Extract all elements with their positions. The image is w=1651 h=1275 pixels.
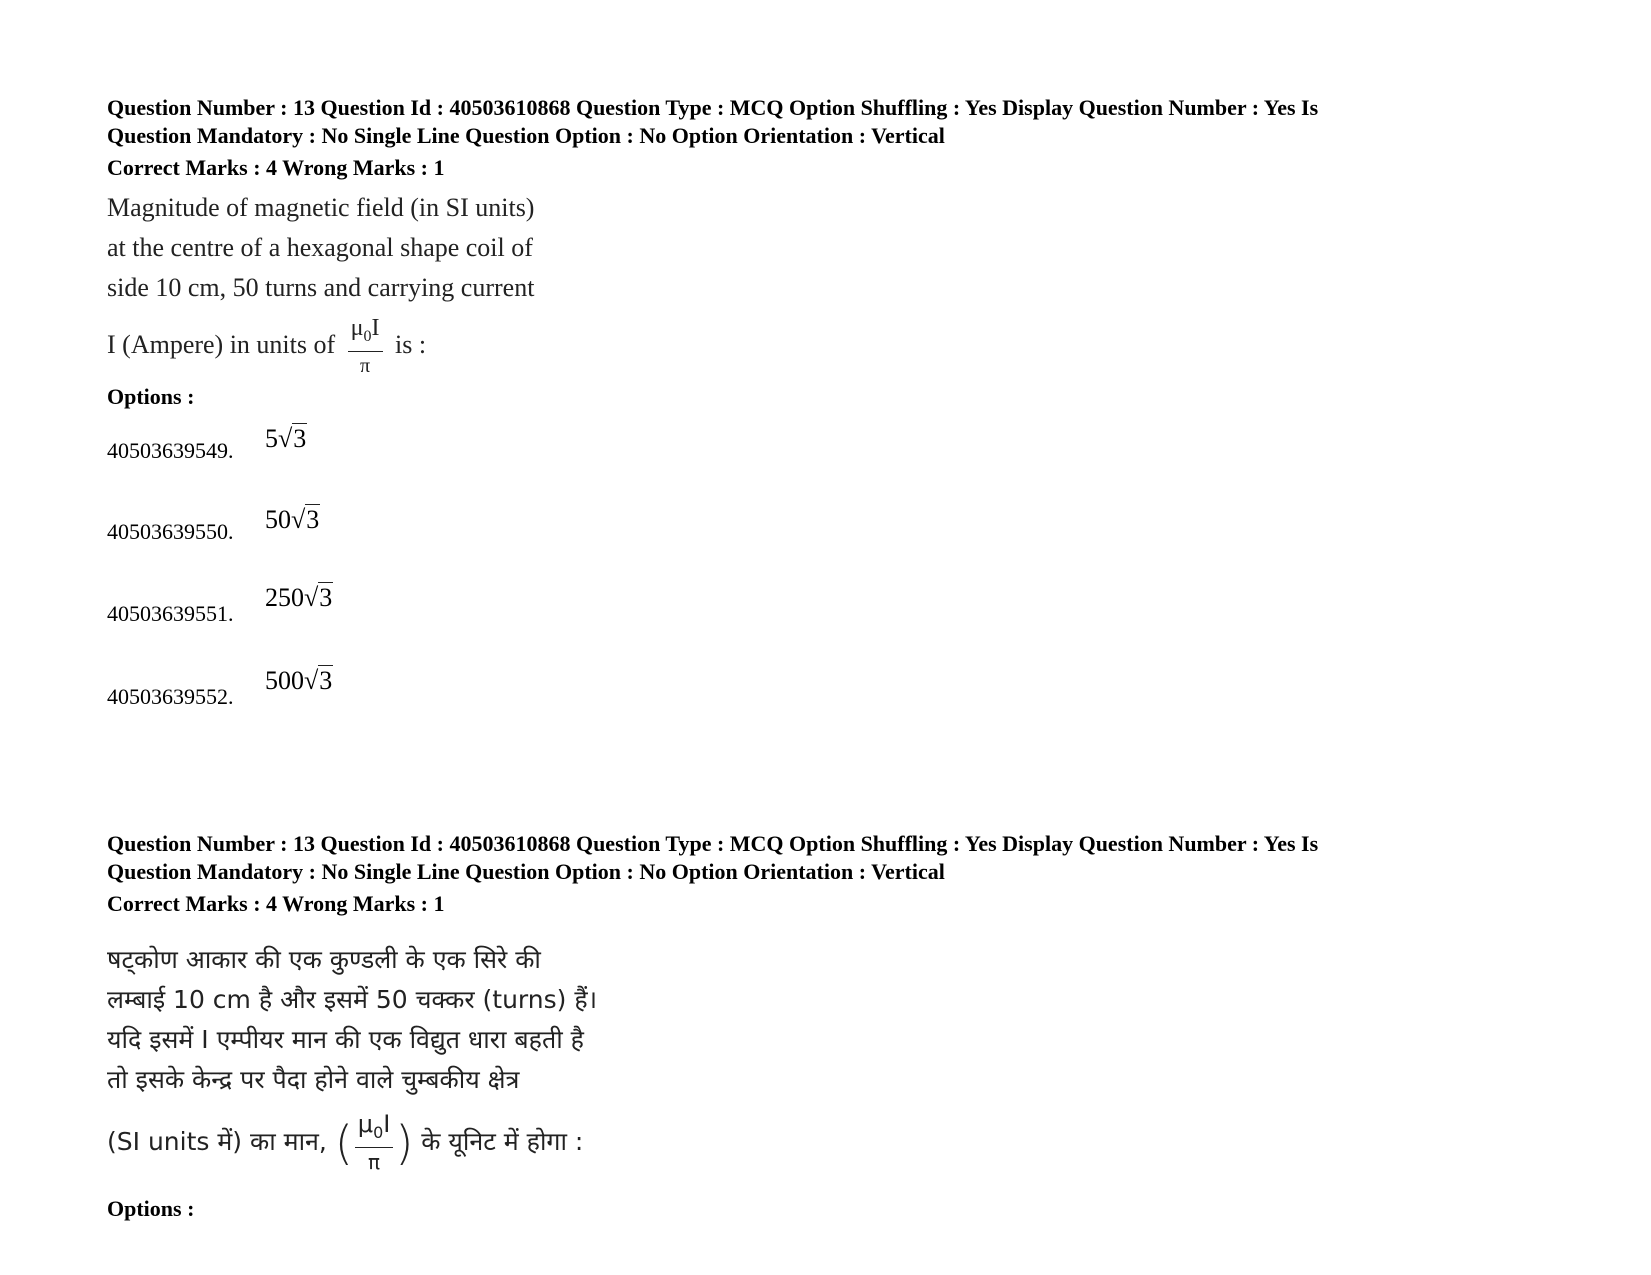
question-text-last-line: (SI units में) का मान, ( $\frac{\mu_0I}{\pi}$ ) के यूनिट में होगा : xyxy=(107,1110,584,1174)
option-id: 40503639549. xyxy=(107,438,234,463)
meta-line-1: Question Number : 13 Question Id : 40503610868 Question Type : MCQ Option Shuffling : Yes Display Question Number : Yes Is xyxy=(107,95,1319,120)
option-row[interactable] xyxy=(107,666,333,710)
question-2-text xyxy=(107,940,597,1174)
option-id: 40503639552. xyxy=(107,684,234,709)
option-value: 50√3 xyxy=(265,505,320,534)
option-id: 40503639550. xyxy=(107,519,234,544)
options-label: Options : xyxy=(107,1196,195,1221)
meta-line-1: Question Number : 13 Question Id : 40503610868 Question Type : MCQ Option Shuffling : Yes Display Question Number : Yes Is xyxy=(107,831,1319,856)
question-2-metadata xyxy=(107,830,1527,886)
option-value: 5√3 xyxy=(265,424,307,453)
option-row[interactable] xyxy=(107,424,307,464)
question-1-metadata xyxy=(107,94,1527,150)
option-id: 40503639551. xyxy=(107,601,234,626)
option-value: 250√3 xyxy=(265,583,333,612)
meta-line-2: Question Mandatory : No Single Line Question Option : No Option Orientation : Vertical xyxy=(107,859,945,884)
question-text-line: at the centre of a hexagonal shape coil of xyxy=(107,233,533,262)
question-text-line: षट्कोण आकार की एक कुण्डली के एक सिरे की xyxy=(107,945,541,974)
option-row[interactable] xyxy=(107,505,320,545)
question-1-text xyxy=(107,188,534,378)
question-text-line: तो इसके केन्द्र पर पैदा होने वाले चुम्बकीय क्षेत्र xyxy=(107,1065,520,1094)
question-text-line: side 10 cm, 50 turns and carrying current xyxy=(107,273,535,302)
mu0-i-over-pi-fraction: $\frac{\mu_0I}{\pi}$ xyxy=(348,316,383,378)
marks-info: Correct Marks : 4 Wrong Marks : 1 xyxy=(107,891,445,916)
marks-info: Correct Marks : 4 Wrong Marks : 1 xyxy=(107,155,445,180)
question-text-line: यदि इसमें I एम्पीयर मान की एक विद्युत धारा बहती है xyxy=(107,1025,584,1054)
option-row[interactable] xyxy=(107,583,333,627)
question-text-line: लम्बाई 10 cm है और इसमें 50 चक्कर (turns) हैं। xyxy=(107,985,598,1014)
option-value: 500√3 xyxy=(265,666,333,695)
meta-line-2: Question Mandatory : No Single Line Question Option : No Option Orientation : Vertical xyxy=(107,123,945,148)
question-text-line: Magnitude of magnetic field (in SI units) xyxy=(107,193,535,222)
question-text-last-line: I (Ampere) in units of $\frac{\mu_0I}{\pi}$ is : xyxy=(107,315,427,377)
mu0-i-over-pi-fraction: $\frac{\mu_0I}{\pi}$ xyxy=(355,1112,394,1174)
options-label: Options : xyxy=(107,384,195,409)
